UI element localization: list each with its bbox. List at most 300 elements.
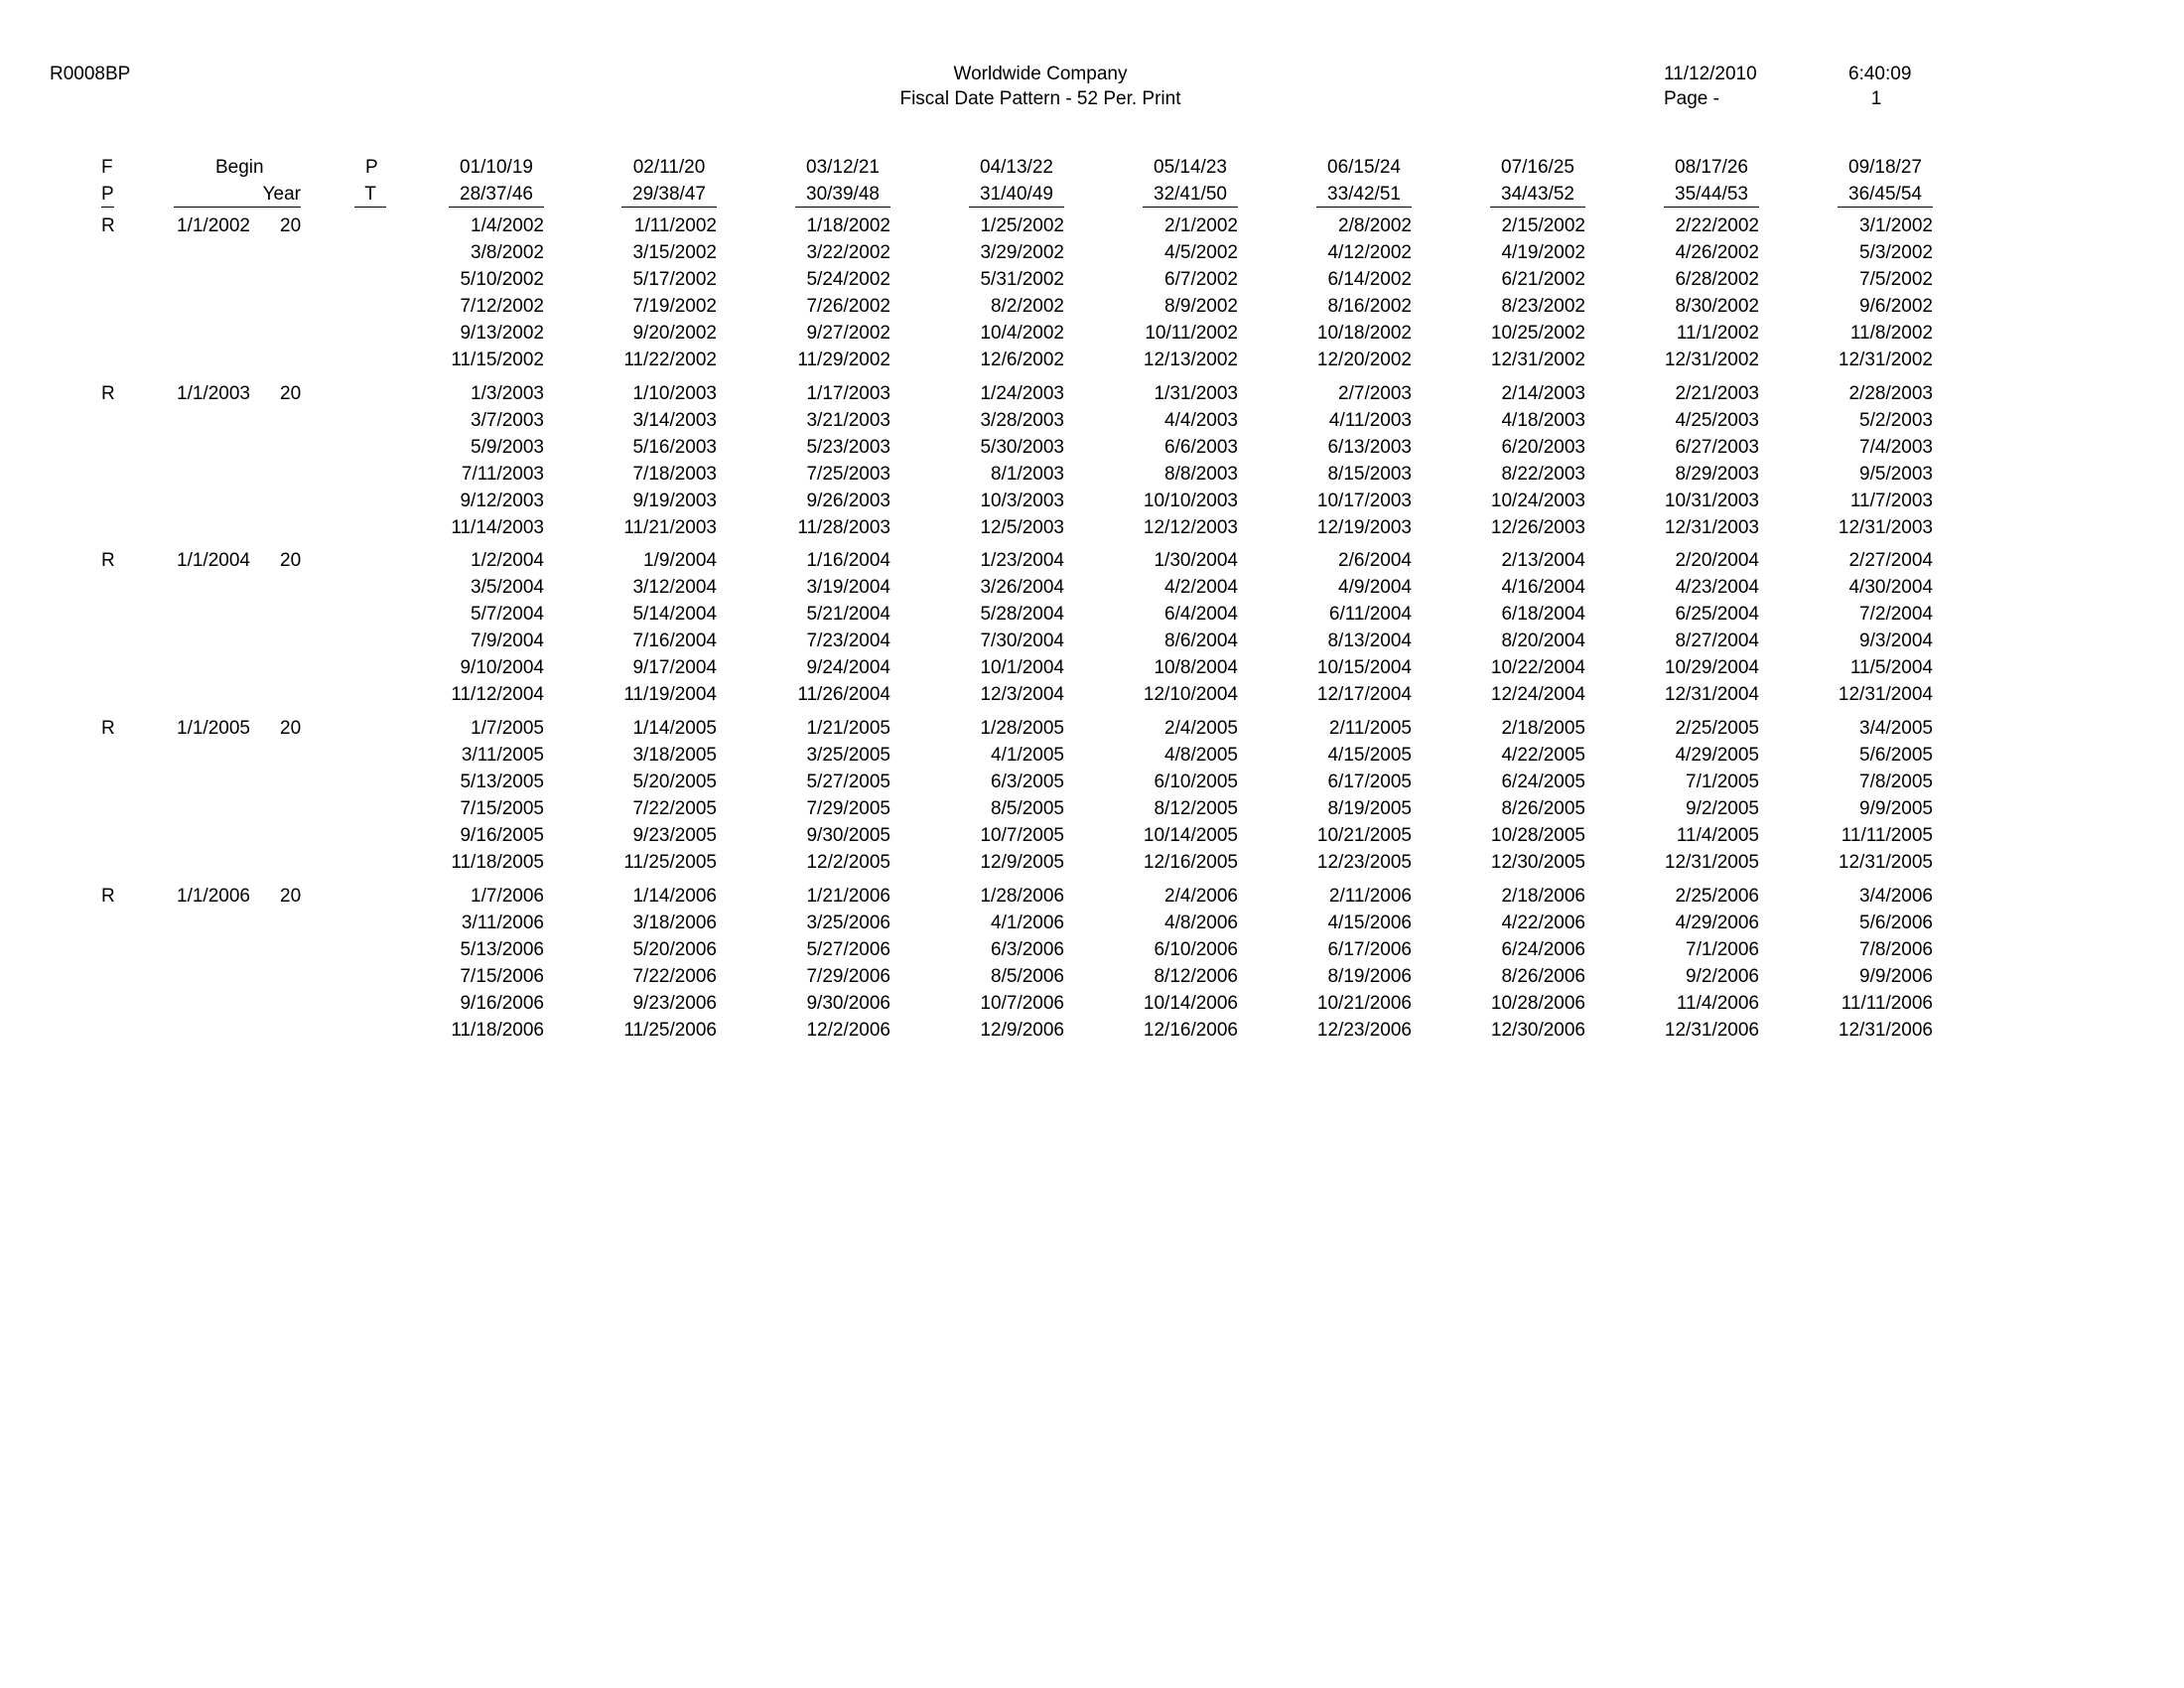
date-cell: 9/16/2006 bbox=[460, 993, 544, 1014]
date-cell: 11/12/2004 bbox=[451, 684, 544, 705]
date-cell: 8/29/2003 bbox=[1675, 464, 1759, 485]
date-cell: 10/24/2003 bbox=[1490, 491, 1585, 511]
date-cell: 8/12/2005 bbox=[1154, 798, 1238, 819]
date-cell: 2/11/2005 bbox=[1328, 718, 1412, 739]
page-number: 1 bbox=[1870, 88, 1882, 109]
date-cell: 5/20/2006 bbox=[632, 939, 717, 960]
date-cell: 8/23/2002 bbox=[1501, 296, 1585, 317]
header-begin-top: Begin bbox=[215, 157, 264, 178]
date-cell: 9/2/2006 bbox=[1686, 966, 1759, 987]
date-cell: 12/31/2004 bbox=[1664, 684, 1759, 705]
date-cell: 8/2/2002 bbox=[991, 296, 1064, 317]
date-cell: 3/4/2006 bbox=[1859, 886, 1933, 907]
group-fp: R bbox=[101, 215, 115, 236]
date-cell: 4/23/2004 bbox=[1675, 577, 1759, 598]
date-cell: 12/24/2004 bbox=[1490, 684, 1585, 705]
date-cell: 2/25/2005 bbox=[1675, 718, 1759, 739]
date-cell: 12/5/2003 bbox=[980, 517, 1064, 538]
date-cell: 9/12/2003 bbox=[460, 491, 544, 511]
date-cell: 6/17/2005 bbox=[1327, 772, 1412, 792]
date-cell: 8/19/2006 bbox=[1327, 966, 1412, 987]
date-cell: 11/26/2004 bbox=[797, 684, 890, 705]
date-cell: 6/3/2005 bbox=[991, 772, 1064, 792]
date-cell: 7/29/2006 bbox=[806, 966, 890, 987]
table-row bbox=[0, 1020, 2184, 1047]
date-cell: 11/18/2006 bbox=[451, 1020, 544, 1041]
date-cell: 11/7/2003 bbox=[1849, 491, 1933, 511]
date-cell: 2/25/2006 bbox=[1675, 886, 1759, 907]
date-cell: 1/24/2003 bbox=[980, 383, 1064, 404]
header-begin-bottom: Year bbox=[174, 184, 301, 208]
date-cell: 2/27/2004 bbox=[1848, 550, 1933, 571]
group-fp: R bbox=[101, 718, 115, 739]
date-cell: 3/7/2003 bbox=[471, 410, 544, 431]
date-cell: 8/15/2003 bbox=[1327, 464, 1412, 485]
date-cell: 10/15/2004 bbox=[1316, 657, 1412, 678]
date-cell: 12/12/2003 bbox=[1143, 517, 1238, 538]
group-begin-year: 1/1/2002 bbox=[177, 215, 250, 236]
period-header-top: 04/13/22 bbox=[980, 157, 1053, 178]
date-cell: 5/10/2002 bbox=[460, 269, 544, 290]
date-cell: 4/15/2006 bbox=[1327, 913, 1412, 933]
date-cell: 7/25/2003 bbox=[806, 464, 890, 485]
date-cell: 4/11/2003 bbox=[1328, 410, 1412, 431]
table-row bbox=[0, 550, 2184, 577]
date-cell: 2/11/2006 bbox=[1328, 886, 1412, 907]
date-cell: 6/11/2004 bbox=[1328, 604, 1412, 625]
period-header-bottom: 31/40/49 bbox=[969, 184, 1064, 208]
date-cell: 5/14/2004 bbox=[632, 604, 717, 625]
date-cell: 12/9/2006 bbox=[980, 1020, 1064, 1041]
date-cell: 7/22/2006 bbox=[632, 966, 717, 987]
date-cell: 7/8/2006 bbox=[1859, 939, 1933, 960]
date-cell: 2/6/2004 bbox=[1338, 550, 1412, 571]
period-header-top: 05/14/23 bbox=[1154, 157, 1227, 178]
table-row bbox=[0, 657, 2184, 684]
date-cell: 10/29/2004 bbox=[1664, 657, 1759, 678]
date-cell: 12/3/2004 bbox=[980, 684, 1064, 705]
company-name: Worldwide Company bbox=[953, 64, 1128, 84]
date-cell: 4/29/2005 bbox=[1675, 745, 1759, 766]
table-row bbox=[0, 269, 2184, 296]
date-cell: 11/14/2003 bbox=[451, 517, 544, 538]
date-cell: 8/26/2006 bbox=[1501, 966, 1585, 987]
date-cell: 9/13/2002 bbox=[460, 323, 544, 344]
date-cell: 8/5/2005 bbox=[991, 798, 1064, 819]
date-cell: 4/5/2002 bbox=[1164, 242, 1238, 263]
date-cell: 12/23/2006 bbox=[1316, 1020, 1412, 1041]
header-pt-top: P bbox=[365, 157, 378, 178]
date-cell: 7/16/2004 bbox=[632, 631, 717, 651]
date-cell: 11/11/2005 bbox=[1841, 825, 1933, 846]
date-cell: 8/8/2003 bbox=[1164, 464, 1238, 485]
table-row bbox=[0, 718, 2184, 745]
date-cell: 6/10/2006 bbox=[1154, 939, 1238, 960]
date-cell: 6/6/2003 bbox=[1164, 437, 1238, 458]
date-cell: 12/10/2004 bbox=[1143, 684, 1238, 705]
date-cell: 12/6/2002 bbox=[980, 350, 1064, 370]
date-cell: 4/22/2005 bbox=[1501, 745, 1585, 766]
date-cell: 10/7/2006 bbox=[980, 993, 1064, 1014]
date-cell: 12/31/2003 bbox=[1664, 517, 1759, 538]
date-cell: 3/14/2003 bbox=[632, 410, 717, 431]
date-cell: 8/26/2005 bbox=[1501, 798, 1585, 819]
date-cell: 7/29/2005 bbox=[806, 798, 890, 819]
date-cell: 3/12/2004 bbox=[632, 577, 717, 598]
date-cell: 12/20/2002 bbox=[1316, 350, 1412, 370]
date-cell: 2/22/2002 bbox=[1675, 215, 1759, 236]
group-begin-year: 1/1/2003 bbox=[177, 383, 250, 404]
date-cell: 11/22/2002 bbox=[623, 350, 717, 370]
group-period-count: 20 bbox=[280, 383, 302, 404]
report-date: 11/12/2010 bbox=[1664, 64, 1757, 84]
date-cell: 5/31/2002 bbox=[980, 269, 1064, 290]
date-cell: 12/16/2005 bbox=[1143, 852, 1238, 873]
date-cell: 10/11/2002 bbox=[1145, 323, 1238, 344]
date-cell: 4/2/2004 bbox=[1164, 577, 1238, 598]
date-cell: 9/6/2002 bbox=[1859, 296, 1933, 317]
date-cell: 2/14/2003 bbox=[1501, 383, 1585, 404]
page-label: Page - bbox=[1664, 88, 1719, 109]
date-cell: 9/23/2006 bbox=[632, 993, 717, 1014]
date-cell: 11/21/2003 bbox=[623, 517, 717, 538]
date-cell: 5/9/2003 bbox=[471, 437, 544, 458]
date-cell: 11/5/2004 bbox=[1849, 657, 1933, 678]
date-cell: 8/20/2004 bbox=[1501, 631, 1585, 651]
period-header-bottom: 35/44/53 bbox=[1664, 184, 1759, 208]
date-cell: 10/1/2004 bbox=[980, 657, 1064, 678]
date-cell: 7/8/2005 bbox=[1859, 772, 1933, 792]
table-row bbox=[0, 798, 2184, 825]
date-cell: 12/13/2002 bbox=[1143, 350, 1238, 370]
date-cell: 1/10/2003 bbox=[632, 383, 717, 404]
date-cell: 3/18/2006 bbox=[632, 913, 717, 933]
date-cell: 12/30/2006 bbox=[1490, 1020, 1585, 1041]
date-cell: 10/8/2004 bbox=[1154, 657, 1238, 678]
date-cell: 3/8/2002 bbox=[471, 242, 544, 263]
date-cell: 8/27/2004 bbox=[1675, 631, 1759, 651]
date-cell: 12/9/2005 bbox=[980, 852, 1064, 873]
date-cell: 10/21/2005 bbox=[1316, 825, 1412, 846]
date-cell: 1/2/2004 bbox=[471, 550, 544, 571]
date-cell: 12/2/2006 bbox=[806, 1020, 890, 1041]
period-header-bottom: 30/39/48 bbox=[795, 184, 890, 208]
table-row bbox=[0, 323, 2184, 350]
date-cell: 6/25/2004 bbox=[1675, 604, 1759, 625]
date-cell: 8/9/2002 bbox=[1164, 296, 1238, 317]
period-header-top: 08/17/26 bbox=[1675, 157, 1748, 178]
date-cell: 7/15/2006 bbox=[460, 966, 544, 987]
date-cell: 12/31/2004 bbox=[1838, 684, 1933, 705]
date-cell: 5/6/2006 bbox=[1859, 913, 1933, 933]
date-cell: 1/9/2004 bbox=[643, 550, 717, 571]
table-row bbox=[0, 825, 2184, 852]
date-cell: 2/8/2002 bbox=[1338, 215, 1412, 236]
date-cell: 10/14/2006 bbox=[1143, 993, 1238, 1014]
group-begin-year: 1/1/2006 bbox=[177, 886, 250, 907]
date-cell: 6/27/2003 bbox=[1675, 437, 1759, 458]
date-cell: 7/26/2002 bbox=[806, 296, 890, 317]
date-cell: 11/25/2006 bbox=[623, 1020, 717, 1041]
date-cell: 1/11/2002 bbox=[633, 215, 717, 236]
date-cell: 7/2/2004 bbox=[1859, 604, 1933, 625]
table-row bbox=[0, 242, 2184, 269]
date-cell: 2/21/2003 bbox=[1675, 383, 1759, 404]
date-cell: 12/30/2005 bbox=[1490, 852, 1585, 873]
date-cell: 4/9/2004 bbox=[1338, 577, 1412, 598]
header-pt-bottom: T bbox=[354, 184, 386, 208]
date-cell: 5/13/2006 bbox=[460, 939, 544, 960]
date-cell: 8/30/2002 bbox=[1675, 296, 1759, 317]
table-row bbox=[0, 464, 2184, 491]
date-cell: 1/4/2002 bbox=[471, 215, 544, 236]
date-cell: 4/1/2006 bbox=[991, 913, 1064, 933]
date-cell: 1/21/2006 bbox=[806, 886, 890, 907]
date-cell: 9/5/2003 bbox=[1859, 464, 1933, 485]
date-cell: 7/1/2005 bbox=[1686, 772, 1759, 792]
date-cell: 1/7/2006 bbox=[471, 886, 544, 907]
date-cell: 5/3/2002 bbox=[1859, 242, 1933, 263]
date-cell: 7/12/2002 bbox=[460, 296, 544, 317]
date-cell: 5/17/2002 bbox=[632, 269, 717, 290]
date-cell: 4/18/2003 bbox=[1501, 410, 1585, 431]
date-cell: 10/14/2005 bbox=[1143, 825, 1238, 846]
table-row bbox=[0, 350, 2184, 376]
date-cell: 6/18/2004 bbox=[1501, 604, 1585, 625]
table-row bbox=[0, 437, 2184, 464]
date-cell: 9/26/2003 bbox=[806, 491, 890, 511]
date-cell: 9/19/2003 bbox=[632, 491, 717, 511]
date-cell: 6/24/2005 bbox=[1501, 772, 1585, 792]
date-cell: 1/3/2003 bbox=[471, 383, 544, 404]
table-row bbox=[0, 913, 2184, 939]
period-header-top: 09/18/27 bbox=[1848, 157, 1922, 178]
date-cell: 12/31/2003 bbox=[1838, 517, 1933, 538]
date-cell: 11/4/2006 bbox=[1676, 993, 1759, 1014]
period-header-top: 06/15/24 bbox=[1327, 157, 1401, 178]
group-fp: R bbox=[101, 383, 115, 404]
date-cell: 1/28/2006 bbox=[980, 886, 1064, 907]
date-cell: 5/27/2006 bbox=[806, 939, 890, 960]
date-cell: 2/4/2005 bbox=[1164, 718, 1238, 739]
date-cell: 6/13/2003 bbox=[1327, 437, 1412, 458]
date-cell: 3/25/2005 bbox=[806, 745, 890, 766]
date-cell: 8/22/2003 bbox=[1501, 464, 1585, 485]
date-cell: 6/14/2002 bbox=[1327, 269, 1412, 290]
date-cell: 9/20/2002 bbox=[632, 323, 717, 344]
date-cell: 2/13/2004 bbox=[1501, 550, 1585, 571]
date-cell: 2/1/2002 bbox=[1164, 215, 1238, 236]
date-cell: 7/5/2002 bbox=[1859, 269, 1933, 290]
report-id: R0008BP bbox=[50, 64, 131, 84]
date-cell: 12/31/2002 bbox=[1490, 350, 1585, 370]
date-cell: 9/30/2005 bbox=[806, 825, 890, 846]
period-header-bottom: 34/43/52 bbox=[1490, 184, 1585, 208]
date-cell: 11/29/2002 bbox=[797, 350, 890, 370]
period-header-bottom: 29/38/47 bbox=[621, 184, 717, 208]
table-row bbox=[0, 772, 2184, 798]
date-cell: 5/21/2004 bbox=[806, 604, 890, 625]
table-row bbox=[0, 296, 2184, 323]
date-cell: 2/28/2003 bbox=[1848, 383, 1933, 404]
date-cell: 11/28/2003 bbox=[797, 517, 890, 538]
header-fp-bottom: P bbox=[101, 184, 114, 208]
table-row bbox=[0, 852, 2184, 879]
date-cell: 8/13/2004 bbox=[1327, 631, 1412, 651]
table-row bbox=[0, 939, 2184, 966]
date-cell: 3/11/2005 bbox=[461, 745, 544, 766]
table-row bbox=[0, 993, 2184, 1020]
date-cell: 6/4/2004 bbox=[1164, 604, 1238, 625]
date-cell: 2/15/2002 bbox=[1501, 215, 1585, 236]
date-cell: 2/4/2006 bbox=[1164, 886, 1238, 907]
table-row bbox=[0, 410, 2184, 437]
date-cell: 3/15/2002 bbox=[632, 242, 717, 263]
date-cell: 7/1/2006 bbox=[1686, 939, 1759, 960]
date-cell: 11/1/2002 bbox=[1676, 323, 1759, 344]
date-cell: 7/11/2003 bbox=[461, 464, 544, 485]
date-cell: 12/2/2005 bbox=[806, 852, 890, 873]
date-cell: 12/31/2002 bbox=[1664, 350, 1759, 370]
date-cell: 6/10/2005 bbox=[1154, 772, 1238, 792]
table-row bbox=[0, 577, 2184, 604]
report-title: Fiscal Date Pattern - 52 Per. Print bbox=[899, 88, 1181, 109]
period-header-top: 02/11/20 bbox=[632, 157, 706, 178]
date-cell: 1/14/2005 bbox=[632, 718, 717, 739]
period-header-top: 03/12/21 bbox=[806, 157, 880, 178]
date-cell: 1/30/2004 bbox=[1154, 550, 1238, 571]
date-cell: 7/9/2004 bbox=[471, 631, 544, 651]
date-cell: 2/7/2003 bbox=[1338, 383, 1412, 404]
period-header-top: 01/10/19 bbox=[460, 157, 533, 178]
date-cell: 3/21/2003 bbox=[806, 410, 890, 431]
date-cell: 10/4/2002 bbox=[980, 323, 1064, 344]
date-cell: 5/16/2003 bbox=[632, 437, 717, 458]
date-cell: 12/17/2004 bbox=[1316, 684, 1412, 705]
date-cell: 2/20/2004 bbox=[1675, 550, 1759, 571]
date-cell: 3/22/2002 bbox=[806, 242, 890, 263]
date-cell: 1/23/2004 bbox=[980, 550, 1064, 571]
date-cell: 9/9/2005 bbox=[1859, 798, 1933, 819]
date-cell: 5/23/2003 bbox=[806, 437, 890, 458]
date-cell: 3/18/2005 bbox=[632, 745, 717, 766]
date-cell: 11/8/2002 bbox=[1849, 323, 1933, 344]
date-cell: 10/17/2003 bbox=[1316, 491, 1412, 511]
date-cell: 5/20/2005 bbox=[632, 772, 717, 792]
group-fp: R bbox=[101, 886, 115, 907]
group-period-count: 20 bbox=[280, 550, 302, 571]
table-row bbox=[0, 966, 2184, 993]
date-cell: 8/12/2006 bbox=[1154, 966, 1238, 987]
date-cell: 4/22/2006 bbox=[1501, 913, 1585, 933]
table-row bbox=[0, 886, 2184, 913]
date-cell: 3/4/2005 bbox=[1859, 718, 1933, 739]
date-cell: 3/29/2002 bbox=[980, 242, 1064, 263]
date-cell: 4/8/2005 bbox=[1164, 745, 1238, 766]
period-header-bottom: 36/45/54 bbox=[1838, 184, 1933, 208]
date-cell: 10/22/2004 bbox=[1490, 657, 1585, 678]
date-cell: 10/7/2005 bbox=[980, 825, 1064, 846]
date-cell: 1/25/2002 bbox=[980, 215, 1064, 236]
date-cell: 6/24/2006 bbox=[1501, 939, 1585, 960]
group-fp: R bbox=[101, 550, 115, 571]
date-cell: 3/25/2006 bbox=[806, 913, 890, 933]
date-cell: 7/18/2003 bbox=[632, 464, 717, 485]
date-cell: 6/3/2006 bbox=[991, 939, 1064, 960]
date-cell: 11/19/2004 bbox=[623, 684, 717, 705]
date-cell: 10/3/2003 bbox=[980, 491, 1064, 511]
table-row bbox=[0, 517, 2184, 544]
header-fp-top: F bbox=[101, 157, 113, 178]
date-cell: 8/16/2002 bbox=[1327, 296, 1412, 317]
date-cell: 7/22/2005 bbox=[632, 798, 717, 819]
date-cell: 4/12/2002 bbox=[1327, 242, 1412, 263]
date-cell: 8/19/2005 bbox=[1327, 798, 1412, 819]
date-cell: 6/20/2003 bbox=[1501, 437, 1585, 458]
date-cell: 1/28/2005 bbox=[980, 718, 1064, 739]
date-cell: 11/15/2002 bbox=[451, 350, 544, 370]
date-cell: 1/16/2004 bbox=[806, 550, 890, 571]
date-cell: 4/29/2006 bbox=[1675, 913, 1759, 933]
date-cell: 10/10/2003 bbox=[1143, 491, 1238, 511]
date-cell: 12/26/2003 bbox=[1490, 517, 1585, 538]
date-cell: 4/30/2004 bbox=[1848, 577, 1933, 598]
date-cell: 4/19/2002 bbox=[1501, 242, 1585, 263]
period-header-top: 07/16/25 bbox=[1501, 157, 1574, 178]
date-cell: 5/7/2004 bbox=[471, 604, 544, 625]
date-cell: 3/26/2004 bbox=[980, 577, 1064, 598]
date-cell: 5/28/2004 bbox=[980, 604, 1064, 625]
date-cell: 4/25/2003 bbox=[1675, 410, 1759, 431]
date-cell: 1/18/2002 bbox=[806, 215, 890, 236]
date-cell: 5/13/2005 bbox=[460, 772, 544, 792]
group-period-count: 20 bbox=[280, 718, 302, 739]
date-cell: 12/19/2003 bbox=[1316, 517, 1412, 538]
date-cell: 11/25/2005 bbox=[623, 852, 717, 873]
date-cell: 7/30/2004 bbox=[980, 631, 1064, 651]
date-cell: 6/7/2002 bbox=[1164, 269, 1238, 290]
date-cell: 1/7/2005 bbox=[471, 718, 544, 739]
date-cell: 10/21/2006 bbox=[1316, 993, 1412, 1014]
date-cell: 5/24/2002 bbox=[806, 269, 890, 290]
date-cell: 1/21/2005 bbox=[806, 718, 890, 739]
date-cell: 4/8/2006 bbox=[1164, 913, 1238, 933]
date-cell: 10/31/2003 bbox=[1664, 491, 1759, 511]
date-cell: 7/4/2003 bbox=[1859, 437, 1933, 458]
period-header-bottom: 28/37/46 bbox=[449, 184, 544, 208]
date-cell: 9/30/2006 bbox=[806, 993, 890, 1014]
date-cell: 5/30/2003 bbox=[980, 437, 1064, 458]
date-cell: 6/28/2002 bbox=[1675, 269, 1759, 290]
date-cell: 9/17/2004 bbox=[632, 657, 717, 678]
date-cell: 1/17/2003 bbox=[806, 383, 890, 404]
date-cell: 11/18/2005 bbox=[451, 852, 544, 873]
date-cell: 12/31/2006 bbox=[1838, 1020, 1933, 1041]
date-cell: 10/28/2006 bbox=[1490, 993, 1585, 1014]
date-cell: 9/24/2004 bbox=[806, 657, 890, 678]
date-cell: 7/23/2004 bbox=[806, 631, 890, 651]
table-row bbox=[0, 684, 2184, 711]
date-cell: 9/10/2004 bbox=[460, 657, 544, 678]
date-cell: 4/15/2005 bbox=[1327, 745, 1412, 766]
date-cell: 12/16/2006 bbox=[1143, 1020, 1238, 1041]
date-cell: 12/31/2006 bbox=[1664, 1020, 1759, 1041]
table-row bbox=[0, 604, 2184, 631]
date-cell: 5/27/2005 bbox=[806, 772, 890, 792]
date-cell: 5/2/2003 bbox=[1859, 410, 1933, 431]
date-cell: 4/26/2002 bbox=[1675, 242, 1759, 263]
date-cell: 4/16/2004 bbox=[1501, 577, 1585, 598]
